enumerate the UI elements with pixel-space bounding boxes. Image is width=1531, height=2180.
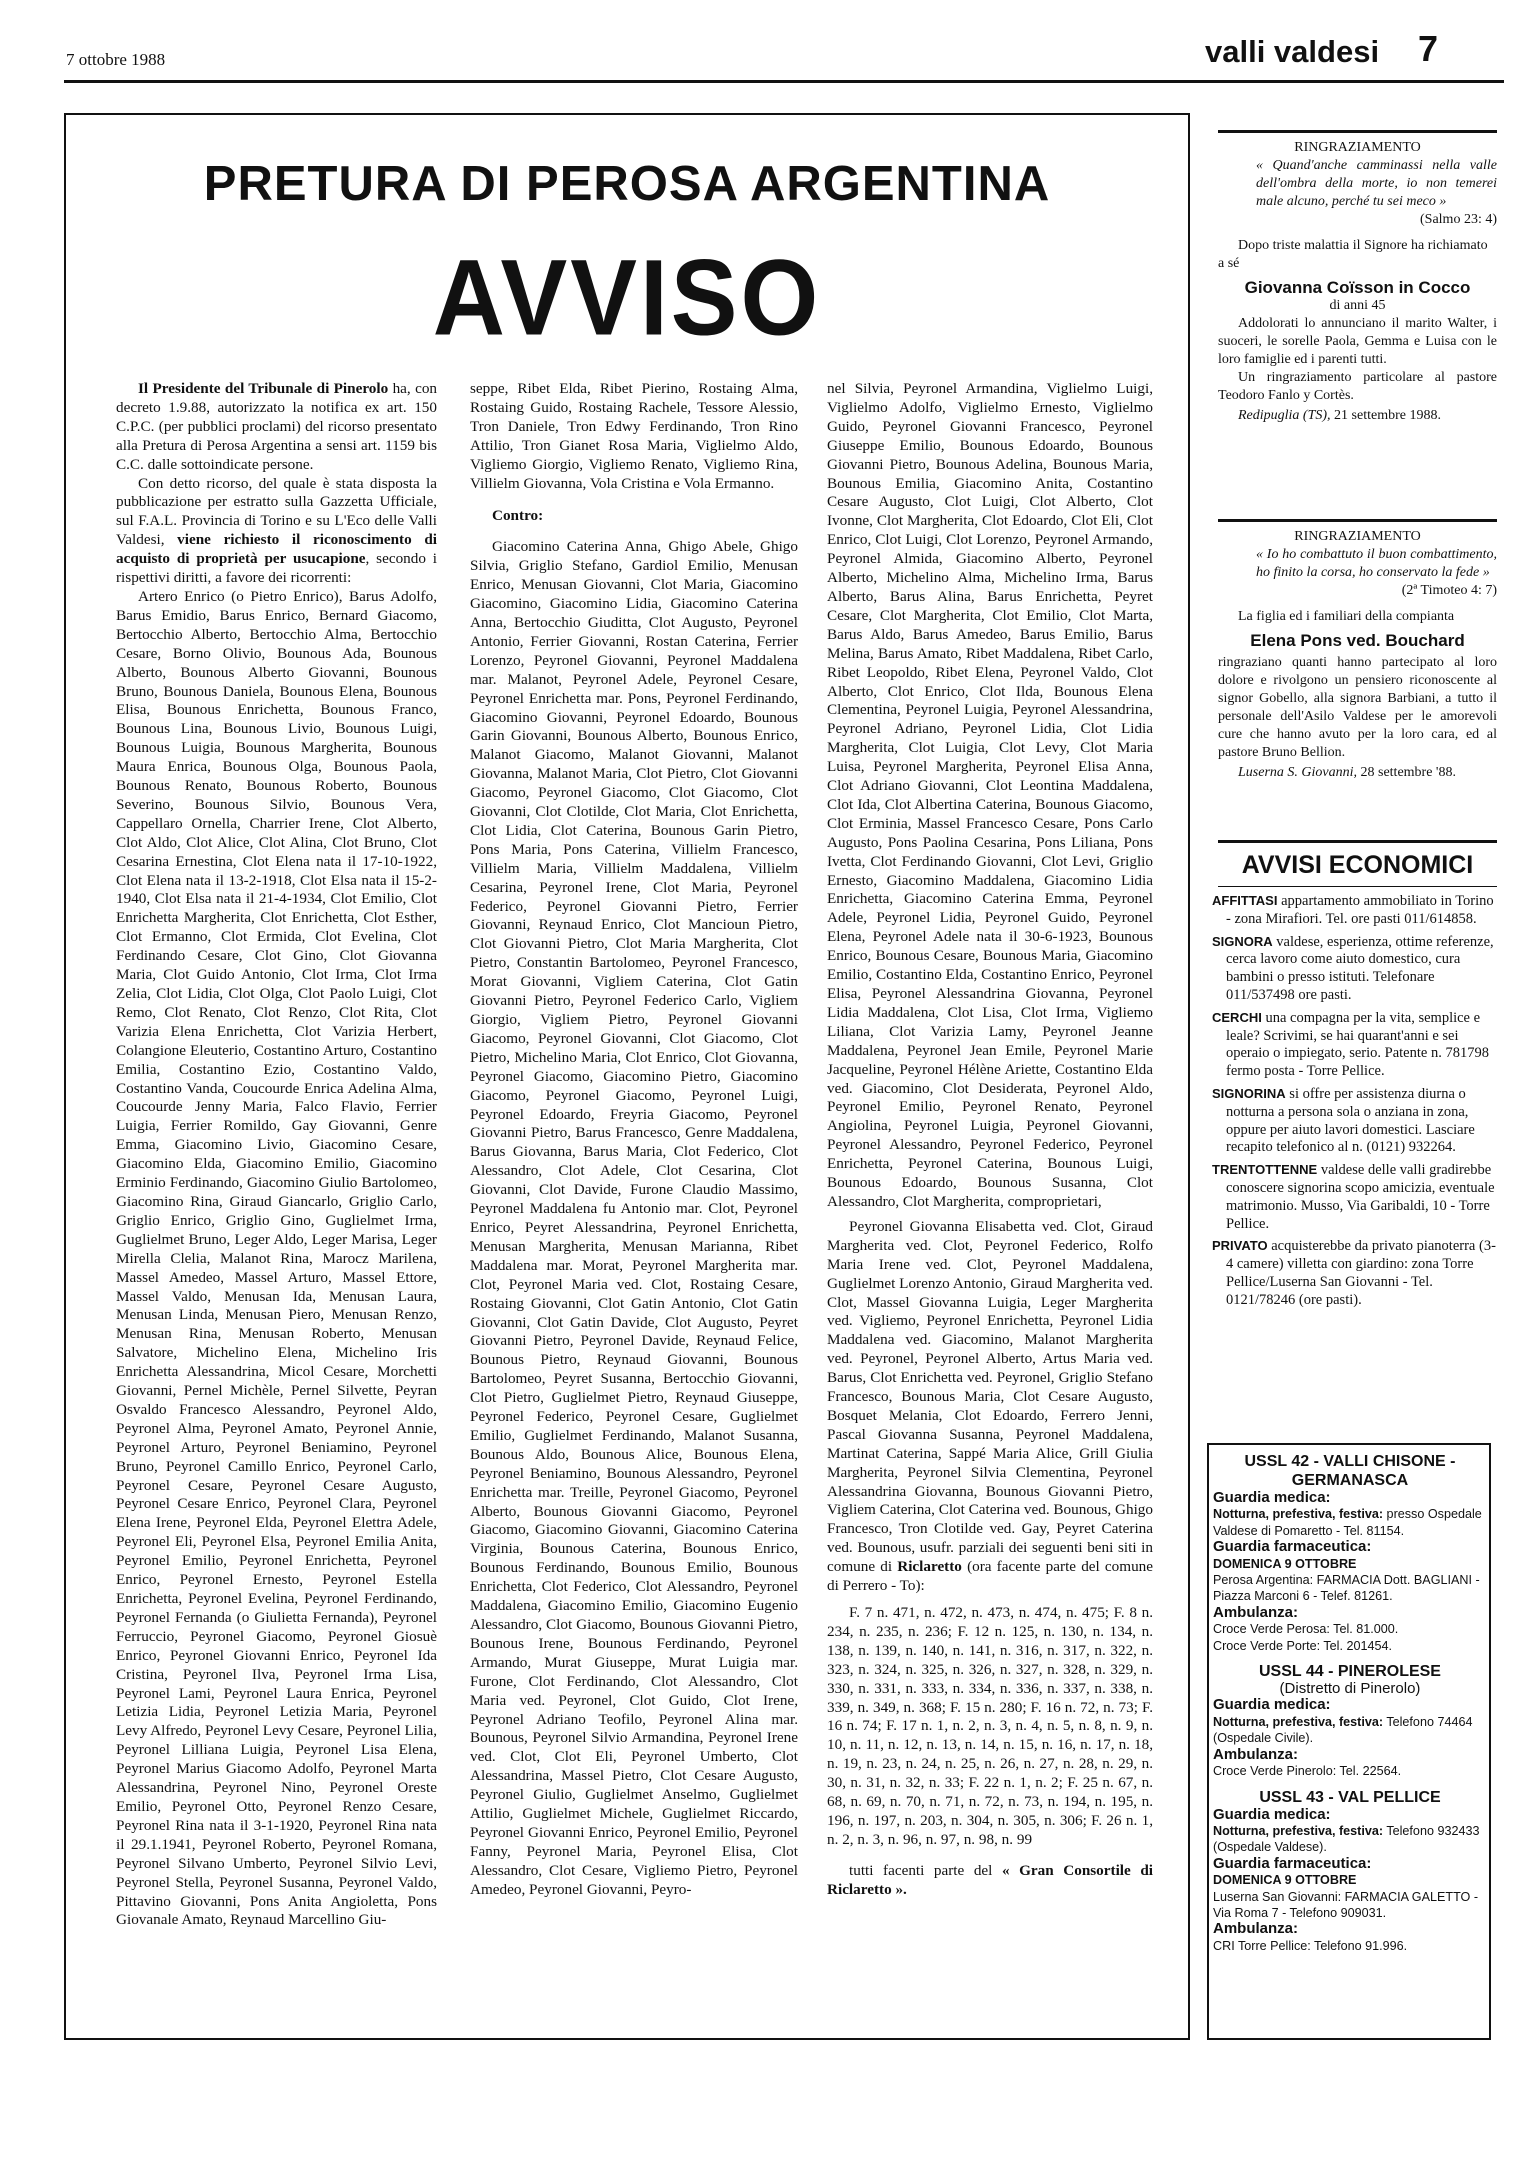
death-intro: Dopo triste malattia il Signore ha richiamato a sé: [1218, 238, 1488, 271]
respondents-list: Giacomino Caterina Anna, Ghigo Abele, Ghigo Silvia, Griglio Stefano, Gardiol Emilio, Menusan Enrico, Menusan Giovanni, Clot Maria, Giacomino Giacomino, Giacomino Lidia, Giacomino Caterina Anna, Bertocchio Giuditta, Clot Augusto, Peyronel Antonio, Ferrier Giovanni, Rostan Caterina, Ferrier Lorenzo, Peyronel Giovanni, Peyronel Maddalena mar. Malanot, Peyronel Adele, Peyronel Cesare, Peyronel Enrichetta mar. Pons, Peyronel Ferdinando, Giacomino Giovanni, Peyronel Edoardo, Bounous Garin Giovanni, Bounous Alberto, Bounous Enrico, Malanot Giacomo, Malanot Giovanni, Malanot Giovanna, Malanot Maria, Clot Pietro, Clot Giovanni Giacomo, Peyronel Giacomo, Clot Giacomo, Clot Giovanni, Clot Clotilde, Clot Maria, Clot Enrichetta, Clot Lidia, Clot Caterina, Bounous Garin Pietro, Pons Maria, Pons Caterina, Villielm Francesco, Villielm Maria, Villielm Maddalena, Villielm Cesarina, Peyronel Irene, Clot Maria, Peyronel Federico, Peyronel Giovanni Pietro, Ferrier Giovanni, Reynaud Enrico, Clot Mancioun Pietro, Clot Giovanni Pietro, Clot Maria Margherita, Clot Pietro, Constantin Bartolomeo, Peyronel Francesco, Morat Giovanni, Vigliem Caterina, Clot Gatin Giovanni Pietro, Peyronel Federico Carlo, Vigliem Giorgio, Vigliem Pietro, Peyronel Giovanni Giacomo, Peyronel Giovanni, Clot Giacomo, Clot Pietro, Michelino Maria, Clot Enrico, Clot Giovanna, Peyronel Giacomo, Giacomino Pietro, Giacomino Giacomo, Peyronel Giacomo, Peyronel Luigi, Peyronel Edoardo, Freyria Giacomo, Peyronel Giovanni Pietro, Barus Francesco, Genre Maddalena, Barus Giovanna, Barus Maria, Clot Federico, Clot Alessandro, Clot Adele, Clot Cesarina, Clot Giovanni, Clot Davide, Furone Claudio Massimo, Peyronel Maddalena fu Antonio mar. Clot, Peyronel Enrico, Peyret Alessandrina, Peyronel Enrichetta, Menusan Margherita, Menusan Marianna, Ribet Maddalena mar. Morat, Peyronel Margherita mar. Clot, Peyronel Maria ved. Clot, Rostaing Cesare, Rostaing Giovanni, Clot Gatin Antonio, Clot Gatin Giovanni, Clot Gatin Davide, Clot Augusto, Peyret Giovanni Pietro, Peyronel Davide, Reynaud Felice, Bounous Pietro, Reynaud Giovanni, Bounous Bartolomeo, Peyret Susanna, Bertocchio Giovanni, Clot Pietro, Guglielmet Pietro, Reynaud Giuseppe, Peyronel Federico, Peyronel Cesare, Guglielmet Emilio, Guglielmet Ferdinando, Malanot Susanna, Bounous Aldo, Bounous Alice, Bounous Elena, Peyronel Beniamino, Bounous Alessandro, Peyronel Enrichetta mar. Treille, Peyronel Giacomo, Peyronel Alberto, Bounous Giovanni Giacomo, Peyronel Giacomo, Giacomino Giovanni, Giacomino Caterina Virginia, Bounous Caterina, Bounous Enrico, Bounous Ferdinando, Bounous Emilio, Bounous Enrichetta, Clot Federico, Clot Alessandro, Peyronel Maddalena, Giacomino Emilio, Giacomino Eugenio Alessandro, Clot Giacomo, Bounous Giovanni Pietro, Bounous Irene, Bounous Ferdinando, Peyronel Armando, Murat Giuseppe, Murat Luigia mar. Furone, Clot Ferdinando, Clot Alessandro, Clot Maria ved. Peyronel, Clot Guido, Clot Irene, Peyronel Adriano Teofilo, Peyronel Alina mar. Bounous, Peyronel Silvio Armandina, Peyronel Irene ved. Clot, Clot Eli, Peyronel Umberto, Clot Alessandrina, Massel Pietro, Clot Cesare Augusto, Peyronel Giulio, Guglielmet Anselmo, Guglielmet Attilio, Guglielmet Michele, Guglielmet Riccardo, Peyronel Giovanni Enrico, Peyronel Emilio, Peyronel Fanny, Peyronel Maria, Peyronel Elisa, Clot Alessandro, Clot Cesare, Vigliemo Pietro, Peyronel Amedeo, Peyronel Giovanni, Peyro-: [470, 538, 798, 1898]
ussl-43-amb: CRI Torre Pellice: Telefono 91.996.: [1213, 1938, 1408, 1953]
guardia-medica-label: Guardia medica:: [1213, 1696, 1331, 1714]
ringraziamento-title: RINGRAZIAMENTO: [1294, 529, 1421, 544]
ringraziamento-1: [1218, 139, 1497, 425]
ussl-44-medica: [1213, 1714, 1487, 1747]
ussl-42-medica: [1213, 1506, 1487, 1539]
paragraph-text: Peyronel Giovanna Elisabetta ved. Clot, Giraud Margherita ved. Clot, Peyronel Federico, Rolfo Maria Irene ved. Clot, Peyronel Maddalena, Guglielmet Lorenzo Antonio, Giraud Margherita ved. Clot, Massel Giovanna Luigia, Leger Margherita ved. Vigliemo, Peyronel Enrichetta, Peyronel Lidia Maddalena ved. Giacomino, Malanot Margherita ved. Peyronel, Peyronel Alberto, Artus Maria ved. Barus, Clot Enrichetta ved. Peyronel, Griglio Stefano Francesco, Bounous Maria, Clot Cesare Augusto, Bosquet Melania, Clot Edoardo, Ferrero Jenni, Pascal Giovanna Susanna, Peyronel Maddalena, Martinat Caterina, Sappé Maria Alice, Grill Giulia Margherita, Peyronel Silvia Clementina, Peyronel Alessandrina Giovanna, Bounous Giovanni Pietro, Vigliem Caterina, Clot Caterina ved. Bounous, Ghigo Francesco, Tron Clotilde ved. Gay, Peyret Caterina ved. Bounous, usufr. parziali dei seguenti beni siti in comune di: [827, 1217, 1153, 1576]
bible-quote: « Io ho combattuto il buon combattimento, ho finito la corsa, ho conservato la fede »: [1256, 547, 1497, 580]
date: 21 settembre 1988.: [1330, 408, 1441, 423]
ussl-info: [1213, 1452, 1487, 1954]
guardia-farmaceutica-label: Guardia farmaceutica:: [1213, 1538, 1372, 1556]
classified-ad: [1212, 1009, 1497, 1081]
consortium-name: « Gran Consortile di Riclaretto ».: [827, 1861, 1153, 1898]
paragraph-text: tutti facenti parte del: [849, 1861, 1002, 1879]
thanks-text: Un ringraziamento particolare al pastore Teodoro Fanlo y Cortès.: [1218, 370, 1497, 403]
request-phrase: viene richiesto il riconoscimento di acquisto di proprietà per usucapione: [116, 531, 437, 568]
place-date: [1218, 764, 1497, 782]
classified-ad: [1212, 1237, 1497, 1309]
ringraziamento-title: RINGRAZIAMENTO: [1294, 140, 1421, 155]
ussl-43-title: USSL 43 - VAL PELLICE: [1259, 1788, 1441, 1806]
ambulanza-label: Ambulanza:: [1213, 1920, 1299, 1938]
ad-keyword: AFFITTASI: [1212, 893, 1278, 908]
usufructuaries-paragraph: [827, 1218, 1153, 1596]
ussl-43-farm-date: DOMENICA 9 OTTOBRE: [1213, 1873, 1357, 1888]
medica-text: presso Ospedale Valdese di Pomaretto - Tel. 81154.: [1213, 1507, 1482, 1538]
deceased-age: di anni 45: [1329, 298, 1386, 313]
ad-text: valdese, esperienza, ottime referenze, cerca lavoro come aiuto domestico, cura bambini o presso istituti. Telefonare 011/537498 ore pasti.: [1226, 933, 1494, 1003]
notice-column-2: [470, 380, 798, 2030]
parcels-list: F. 7 n. 471, n. 472, n. 473, n. 474, n. 475; F. 8 n. 234, n. 235, n. 236; F. 12 n. 125, n. 130, n. 134, n. 138, n. 139, n. 140, n. 141, n. 316, n. 317, n. 322, n. 323, n. 324, n. 325, n. 326, n. 327, n. 328, n. 329, n. 330, n. 331, n. 333, n. 334, n. 336, n. 337, n. 338, n. 339, n. 349, n. 368; F. 15 n. 280; F. 16 n. 72, n. 73; F. 16 n. 74; F. 17 n. 1, n. 2, n. 3, n. 4, n. 5, n. 8, n. 9, n. 10, n. 11, n. 12, n. 13, n. 14, n. 15, n. 16, n. 17, n. 18, n. 19, n. 23, n. 24, n. 25, n. 26, n. 27, n. 28, n. 29, n. 30, n. 31, n. 32, n. 33; F. 22 n. 1, n. 2; F. 25 n. 67, n. 68, n. 69, n. 70, n. 71, n. 72, n. 73, n. 194, n. 195, n. 196, n. 197, n. 203, n. 304, n. 305, n. 306; F. 26 n. 1, n. 2, n. 3, n. 96, n. 97, n. 98, n. 99: [827, 1604, 1153, 1848]
newspaper-name: valli valdesi: [1205, 34, 1380, 69]
ussl-42-amb-1: Croce Verde Perosa: Tel. 81.000.: [1213, 1622, 1399, 1637]
bible-quote: « Quand'anche camminassi nella valle dell'ombra della morte, io non temerei male alcuno, perché tu sei meco »: [1256, 158, 1497, 209]
ad-keyword: SIGNORA: [1212, 933, 1273, 949]
paragraph-text: (ora facente parte del comune di Perrero - To):: [827, 1558, 1153, 1595]
ussl-43-farm: Luserna San Giovanni: FARMACIA GALETTO - Via Roma 7 - Telefono 909031.: [1213, 1889, 1479, 1920]
classified-ad: [1212, 1085, 1497, 1157]
issue-date: 7 ottobre 1988: [66, 50, 166, 69]
ad-text: si offre per assistenza diurna o notturna a persona sola o anziana in zona, oppure per aiuto lavori domestici. Lasciare recapito telefonico al n. (0121) 932264.: [1226, 1085, 1475, 1156]
classifieds-title: AVVISI ECONOMICI: [1241, 851, 1474, 879]
ringraziamento-2: [1218, 528, 1497, 782]
section-rule: [1218, 130, 1497, 133]
notice-paragraph-1: [116, 380, 437, 475]
ad-keyword: SIGNORINA: [1212, 1085, 1286, 1101]
guardia-medica-label: Guardia medica:: [1213, 1489, 1331, 1506]
hours-label: Notturna, prefestiva, festiva:: [1213, 1507, 1384, 1522]
notice-column-1: [116, 380, 437, 2030]
applicants-list-cont: seppe, Ribet Elda, Ribet Pierino, Rostaing Alma, Rostaing Guido, Rostaing Rachele, Tessore Alessio, Tron Daniele, Tron Edwy Ferdinando, Tron Rino Attilio, Tron Gianet Rosa Maria, Viglielmo Aldo, Vigliemo Giorgio, Vigliemo Renato, Vigliemo Rina, Villielm Giovanna, Vola Cristina e Vola Ermanno.: [470, 380, 798, 492]
page-number: 7: [1418, 28, 1439, 69]
ussl-44-subtitle: (Distretto di Pinerolo): [1279, 1680, 1421, 1698]
ussl-42-farm-date: DOMENICA 9 OTTOBRE: [1213, 1556, 1357, 1571]
header-rule: [64, 80, 1504, 83]
ussl-44-title: USSL 44 - PINEROLESE: [1259, 1663, 1441, 1681]
medica-text: Telefono 932433 (Ospedale Valdese).: [1213, 1823, 1480, 1855]
ussl-42-title: USSL 42 - VALLI CHISONE - GERMANASCA: [1244, 1453, 1456, 1489]
paragraph-text: , secondo i rispettivi diritti, a favore dei ricorrenti:: [116, 550, 437, 587]
ad-keyword: TRENTOTTENNE: [1212, 1162, 1318, 1178]
bible-reference: (Salmo 23: 4): [1420, 212, 1497, 227]
ad-keyword: PRIVATO: [1212, 1238, 1268, 1254]
ad-text: acquisterebbe da privato pianoterra (3-4 camere) villetta con giardino: zona Torre Pellice/Luserna San Giovanni - Tel. 0121/78246 (ore pasti).: [1226, 1238, 1496, 1308]
deceased-name: Elena Pons ved. Bouchard: [1250, 631, 1465, 650]
guardia-farmaceutica-label: Guardia farmaceutica:: [1213, 1854, 1372, 1872]
announcement-text: Addolorati lo annunciano il marito Walter, i suoceri, le sorelle Paola, Gemma e Luisa con le loro famiglie ed i parenti tutti.: [1218, 316, 1497, 367]
place: Luserna S. Giovanni,: [1238, 765, 1357, 780]
place-date: [1218, 407, 1497, 425]
consortium-paragraph: [827, 1862, 1153, 1900]
classified-ad: [1212, 933, 1497, 1005]
ad-text: valdese delle valli gradirebbe conoscere signorina scopo amicizia, eventuale matrimonio. Musso, Via Garibaldi, 10 - Torre Pellice.: [1226, 1162, 1495, 1232]
ambulanza-label: Ambulanza:: [1213, 1603, 1299, 1621]
notice-column-3: [827, 380, 1153, 2030]
guardia-medica-label: Guardia medica:: [1213, 1805, 1331, 1823]
thanks-text: ringraziano quanti hanno partecipato al loro dolore e rivolgono un pensiero riconoscente al signor Gobello, alla signora Barbiani, a tutto il personale dell'Asilo Valdese per le amorevoli cure che hanno avuto per la loro cara, ed al pastore Bruno Bellion.: [1218, 655, 1497, 760]
hours-label: Notturna, prefestiva, festiva:: [1213, 1714, 1384, 1729]
section-rule: [1218, 840, 1497, 843]
contro-label: Contro:: [492, 507, 544, 525]
classified-ad: [1212, 892, 1497, 929]
president-phrase: Il Presidente del Tribunale di Pinerolo: [138, 380, 389, 397]
classifieds-rule: [1218, 886, 1497, 887]
applicants-list: Artero Enrico (o Pietro Enrico), Barus Adolfo, Barus Emidio, Barus Enrico, Bernard Giacomo, Bertocchio Alberto, Bertocchio Alma, Bertocchio Cesare, Borno Olivio, Bounous Ada, Bounous Alberto, Bounous Alberto Giovanni, Bounous Bruno, Bounous Daniela, Bounous Elena, Bounous Elisa, Bounous Enrichetta, Bounous Franco, Bounous Lina, Bounous Livio, Bounous Luigi, Bounous Luigia, Bounous Margherita, Bounous Maura Enrica, Bounous Olga, Bounous Paola, Bounous Renato, Bounous Roberto, Bounous Severino, Bounous Silvio, Bounous Vera, Cappellaro Ornella, Charrier Irene, Clot Alberto, Clot Aldo, Clot Alice, Clot Alina, Clot Bruno, Clot Cesarina Ernestina, Clot Elena nata il 17-10-1922, Clot Elena nata il 13-2-1918, Clot Elsa nata il 15-2-1940, Clot Elsa nata il 21-4-1934, Clot Emilio, Clot Enrichetta Margherita, Clot Enrichetta, Clot Esther, Clot Ermanno, Clot Ermida, Clot Evelina, Clot Ferdinando Cesare, Clot Gino, Clot Giovanna Maria, Clot Guido Antonio, Clot Irma, Clot Irma Zelia, Clot Lidia, Clot Olga, Clot Paolo Luigi, Clot Remo, Clot Renato, Clot Renzo, Clot Rita, Clot Varizia Elena Enrichetta, Clot Varizia Herbert, Colangione Eleuterio, Costantino Arturo, Costantino Emilia, Costantino Ezio, Costantino Valdo, Costantino Vanda, Coucourde Enrica Adelina Alma, Coucourde Jenny Maria, Falco Flavio, Ferrier Luigia, Ferrier Romildo, Gay Giovanni, Genre Emma, Giacomino Livio, Giacomino Cesare, Giacomino Elda, Giacomino Emilio, Giacomino Erminio Ferdinando, Giacomino Giulio Bartolomeo, Giacomino Rina, Giraud Giancarlo, Griglio Carlo, Griglio Enrico, Griglio Gino, Guglielmet Irma, Guglielmet Bruno, Leger Aldo, Leger Marisa, Leger Mirella Clelia, Malanot Rina, Marocz Marilena, Massel Amedeo, Massel Arturo, Massel Ettore, Massel Valdo, Menusan Ida, Menusan Laura, Menusan Linda, Menusan Piero, Menusan Renzo, Menusan Rina, Menusan Roberto, Menusan Salvatore, Michelino Elena, Michelino Iris Enrichetta Alessandrina, Micol Cesare, Morchetti Giovanni, Pernel Michèle, Pernel Silvette, Peyran Osvaldo Francesco Alessandro, Peyronel Aldo, Peyronel Alma, Peyronel Amato, Peyronel Annie, Peyronel Arturo, Peyronel Beniamino, Peyronel Bruno, Peyronel Camillo Enrico, Peyronel Carlo, Peyronel Cesare, Peyronel Cesare Augusto, Peyronel Cesare Enrico, Peyronel Clara, Peyronel Elena Irene, Peyronel Elda, Peyronel Elettra Adele, Peyronel Eli, Peyronel Elsa, Peyronel Emilia Anita, Peyronel Emilio, Peyronel Enrichetta, Peyronel Enrico, Peyronel Ernesto, Peyronel Estella Enrichetta, Peyronel Evelina, Peyronel Ferdinando, Peyronel Fernanda (o Giulietta Fernanda), Peyronel Ferruccio, Peyronel Giacomo, Peyronel Giosuè Enrico, Peyronel Giovanni Enrico, Peyronel Ida Cristina, Peyronel Ilva, Peyronel Irma Lisa, Peyronel Lami, Peyronel Laura Enrica, Peyronel Letizia Lidia, Peyronel Letizia Maria, Peyronel Levy Alfredo, Peyronel Levy Cesare, Peyronel Lilia, Peyronel Lilliana Luigia, Peyronel Lisa Elena, Peyronel Marius Giacomo Adolfo, Peyronel Marta Alessandrina, Peyronel Nino, Peyronel Oreste Emilio, Peyronel Otto, Peyronel Renzo Cesare, Peyronel Rina nata il 3-1-1920, Peyronel Rina nata il 29.1.1941, Peyronel Roberto, Peyronel Romana, Peyronel Silvano Umberto, Peyronel Silvio Levi, Peyronel Stella, Peyronel Susanna, Peyronel Valdo, Pittavino Giovanni, Pons Anita Angioletta, Pons Giovanale Amato, Reynaud Marcellino Giu-: [116, 587, 437, 1929]
municipality-name: Riclaretto: [897, 1558, 962, 1576]
bible-reference: (2ª Timoteo 4: 7): [1401, 583, 1497, 598]
place: Redipuglia (TS),: [1238, 408, 1331, 423]
medica-text: Telefono 74464 (Ospedale Civile).: [1213, 1714, 1473, 1746]
hours-label: Notturna, prefestiva, festiva:: [1213, 1823, 1384, 1838]
ad-text: appartamento ammobiliato in Torino - zona Mirafiori. Tel. ore pasti 011/614858.: [1226, 893, 1494, 927]
thanks-intro: La figlia ed i familiari della compianta: [1238, 609, 1455, 624]
date: 28 settembre '88.: [1357, 765, 1456, 780]
ussl-42-farm: Perosa Argentina: FARMACIA Dott. BAGLIANI - Piazza Marconi 6 - Telef. 81261.: [1213, 1573, 1480, 1604]
classified-ad: [1212, 1161, 1497, 1233]
paragraph-text: ha, con decreto 1.9.88, autorizzato la notifica ex art. 150 C.P.C. (per pubblici proclami) del ricorso presentato alla Pretura di Perosa Argentina a sensi art. 1159 bis C.C. dalle sottoindicate persone.: [116, 380, 437, 473]
ussl-42-amb-2: Croce Verde Porte: Tel. 201454.: [1213, 1638, 1392, 1653]
ad-text: una compagna per la vita, semplice e leale? Scrivimi, se hai quarant'anni e sei operaio o impiegato, serio. Patente n. 781798 fermo posta - Torre Pellice.: [1226, 1009, 1489, 1080]
ambulanza-label: Ambulanza:: [1213, 1745, 1299, 1763]
paragraph-text: Con detto ricorso, del quale è stata disposta la pubblicazione per estratto sulla Gazzetta Ufficiale, sul F.A.L. Provincia di Torino e su L'Eco delle Valli Valdesi,: [116, 474, 437, 549]
ussl-44-amb: Croce Verde Pinerolo: Tel. 22564.: [1213, 1764, 1402, 1779]
deceased-name: Giovanna Coïsson in Cocco: [1244, 278, 1471, 297]
respondents-list-cont: nel Silvia, Peyronel Armandina, Viglielmo Luigi, Viglielmo Adolfo, Viglielmo Ernesto, Viglielmo Guido, Peyronel Giovanni Francesco, Peyronel Giuseppe Emilio, Bounous Edoardo, Bounous Giovanni Pietro, Bounous Adelina, Bounous Maria, Bounous Emilia, Giacomino Anita, Costantino Cesare Augusto, Clot Luigi, Clot Alberto, Clot Ivonne, Clot Margherita, Clot Edoardo, Clot Eli, Clot Enrico, Clot Luigi, Clot Lorenzo, Peyronel Armando, Peyronel Almida, Giacomino Alberto, Peyronel Alberto, Michelino Alma, Michelino Irma, Barus Alberto, Barus Alina, Barus Enrichetta, Peyret Cesare, Clot Margherita, Clot Emilio, Clot Marta, Barus Aldo, Barus Amedeo, Barus Emilio, Barus Melina, Barus Amato, Ribet Maddalena, Ribet Carlo, Ribet Leopoldo, Ribet Elena, Peyronel Valdo, Clot Alberto, Clot Enrico, Clot Ilda, Bounous Elena Clementina, Peyronel Luigia, Peyronel Alessandrina, Peyronel Adriano, Peyronel Lidia, Clot Lidia Margherita, Clot Luigia, Clot Levy, Clot Maria Luisa, Peyronel Margherita, Peyronel Elisa Anna, Clot Adriano Giovanni, Clot Leontina Maddalena, Clot Ida, Clot Albertina Caterina, Bounous Giacomo, Clot Erminia, Massel Francesco Cesare, Pons Carlo Augusto, Pons Paolina Cesarina, Pons Liliana, Pons Ivetta, Clot Ferdinando Giovanni, Clot Levi, Griglio Ernesto, Giacomino Maddalena, Giacomino Lidia Enrichetta, Giacomino Caterina Emma, Peyronel Adele, Peyronel Lidia, Peyronel Guido, Peyronel Elena, Peyronel Adele nata il 30-6-1923, Bounous Enrico, Bounous Cesare, Bounous Maria, Giacomino Emilio, Costantino Elda, Costantino Enrico, Peyronel Elisa, Peyronel Alessandrina Giovanna, Peyronel Lidia Maddalena, Clot Lisa, Clot Irma, Vigliemo Liliana, Clot Varizia Lamy, Peyronel Jeanne Maddalena, Peyronel Jean Emile, Peyronel Marie Jacqueline, Peyronel Hélène Ariette, Costantino Elda ved. Giacomino, Clot Desiderata, Peyronel Aldo, Peyronel Emilio, Peyronel Renato, Peyronel Angiolina, Peyronel Luigia, Peyronel Giovanni, Peyronel Alessandro, Peyronel Federico, Peyronel Enrichetta, Peyronel Caterina, Bounous Luigi, Bounous Edoardo, Bounous Susanna, Clot Alessandro, Clot Margherita, comproprietari,: [827, 380, 1153, 1210]
notice-heading: AVVISO: [432, 237, 822, 359]
ad-keyword: CERCHI: [1212, 1009, 1262, 1025]
classifieds-list: [1212, 892, 1497, 1314]
ussl-43-medica: [1213, 1823, 1487, 1856]
notice-court-title: PRETURA DI PEROSA ARGENTINA: [203, 157, 1051, 211]
section-rule: [1218, 519, 1497, 522]
notice-paragraph-2: [116, 475, 437, 588]
